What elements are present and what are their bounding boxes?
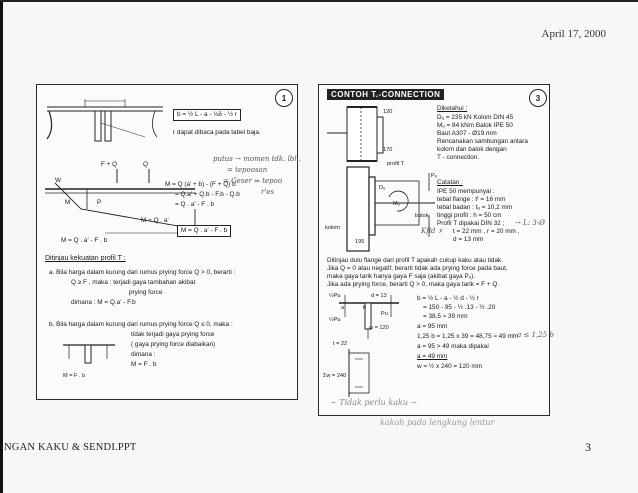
- body-line-3: maka gaya tarik hanya gaya F saja (akibat gaya Pᵤ).: [327, 273, 476, 280]
- equation-result-box: M = Q . a' - F . b: [177, 225, 231, 237]
- label-mu: Mᵤ: [393, 201, 400, 207]
- handwritten-calc-1: → a ≤ 1,25 b: [509, 331, 554, 339]
- equation-line-3: = Q . a' - F . b: [175, 201, 215, 208]
- calc-label-pu: Pu: [381, 311, 388, 317]
- diketahui-line-4: Rencanakan sambungan antara: [437, 138, 528, 145]
- calc-label-b: b: [363, 305, 367, 311]
- calc-label-half-pu-1: ½Pu: [329, 293, 341, 299]
- page-date: April 17, 2000: [541, 28, 606, 40]
- label-pu: Pᵤ: [431, 173, 437, 179]
- label-p: P: [97, 199, 102, 206]
- page-number: 3: [585, 440, 591, 454]
- body-line-1: Ditinjau dulu flange dari profil T apakah cukup kaku atau tidak.: [327, 257, 503, 264]
- diketahui-line-3: Baut A307 - Ø19 mm: [437, 130, 497, 137]
- bottom-handwriting-1: ~ Tidak perlu kaku ~: [330, 398, 418, 407]
- item-b-line-1: b. Bila harga dalam kurung dari rumus prying force Q ≤ 0, maka :: [49, 321, 233, 328]
- label-m: M: [65, 199, 71, 206]
- item-a-line-4: dimana : M = Q.a' - F.b: [71, 299, 136, 306]
- label-w: W: [55, 177, 62, 184]
- catatan-line-4: tinggi profil : h = 50 cm: [437, 212, 502, 219]
- label-q: Q: [143, 161, 148, 168]
- calc-line-1: b = ½ L - a - ½ d - ½ r: [417, 295, 479, 302]
- catatan-title: Catatan :: [437, 179, 463, 186]
- diketahui-line-2: Mᵤ = 84 kNm Balok IPE 50: [437, 122, 513, 129]
- catatan-line-6: t = 22 mm , r = 20 mm ,: [453, 228, 520, 235]
- handwritten-note-2: = tepoosan: [227, 166, 268, 174]
- footer-file-name: NGAN KAKU & SENDI.PPT: [4, 442, 137, 453]
- catatan-line-3: tebal badan : tᵤ = 10,2 mm: [437, 204, 513, 211]
- calc-label-d13: d = 13: [371, 293, 387, 299]
- label-m-q-a: M = Q . a': [141, 217, 169, 224]
- diketahui-title: Diketahui :: [437, 105, 468, 112]
- calc-line-5: 1,25 b = 1,25 x 39 = 48,75 ≈ 49 mm: [417, 333, 519, 340]
- connection-elevation-diagram: [327, 103, 427, 173]
- slide-badge-right: 3: [529, 89, 547, 107]
- calc-label-t22: t = 22: [333, 341, 348, 347]
- calc-label-sum-w: Σw = 240: [323, 373, 347, 379]
- diketahui-line-5: kolom dan balok dengan: [437, 146, 507, 153]
- calc-line-4: a = 95 mm: [417, 323, 448, 330]
- item-b-line-3: ( gaya prying force diabaikan): [131, 341, 216, 348]
- radius-note-text: r dapat dibaca pada tabel baja.: [173, 129, 261, 136]
- radius-note: [173, 129, 263, 137]
- body-line-2: Jika Q = 0 atau negatif, berarti tidak ada prying force pada baut,: [327, 265, 508, 272]
- calc-label-half-pu-2: ½Pu: [329, 317, 341, 323]
- left-slide-panel: [36, 84, 302, 400]
- dim-120: 120: [383, 109, 393, 115]
- t-stub-beam-diagram: [45, 93, 165, 153]
- item-a-line-1: a. Bila harga dalam kurung dari rumus prying force Q > 0, berarti :: [49, 269, 236, 276]
- catatan-line-7: d = 13 mm: [453, 236, 484, 243]
- catatan-line-2: tebal flange : tᶠ = 16 mm: [437, 196, 506, 203]
- page-top-edge: [0, 0, 638, 2]
- item-b-line-4: dimana :: [131, 351, 156, 358]
- handwritten-note-1: putus → momen tdk. lbh.: [213, 155, 302, 163]
- item-b-line-5: M = F . b: [131, 361, 157, 368]
- diketahui-line-6: T - connection.: [437, 154, 480, 161]
- calc-line-6: a = 95 > 49 maka dipakai: [417, 343, 489, 350]
- label-m-q-a-f-b: M = Q . a' - F . b: [61, 237, 108, 244]
- label-profil-t: profil T: [387, 161, 404, 167]
- handwritten-note-3: = Geser ⇒ tepoo: [223, 177, 283, 185]
- slide-badge-left: 1: [275, 89, 293, 107]
- equation-line-1: M = Q (a' + b) - (F + Q) b: [165, 181, 236, 188]
- formula-box-b: b = ½ L - a - ⅛δ - ½ r: [173, 109, 241, 121]
- calc-line-8: w = ½ x 240 = 120 mm: [417, 363, 483, 370]
- handwritten-catatan-2: Kfld 𝒱: [421, 227, 444, 235]
- right-slide-panel: [318, 84, 554, 416]
- body-line-4: Jika ada prying force, berarti Q > 0, maka gaya tarik = F + Q.: [327, 281, 500, 288]
- label-du: Dᵤ: [379, 185, 386, 191]
- diketahui-line-1: Dᵤ = 235 kN Kolom DIN 45: [437, 114, 514, 121]
- catatan-line-1: IPE 50 mempunyai :: [437, 188, 495, 195]
- small-label-mfb: M = F . b: [63, 373, 86, 379]
- label-balok: balok: [415, 213, 429, 219]
- catatan-line-5: Profil T dipakai DIN 32 ;: [437, 220, 505, 227]
- calc-line-2: = 150 - 95 - ½ .13 - ½ .20: [423, 304, 496, 311]
- dim-170: 170: [383, 147, 393, 153]
- label-kolom: kolom: [325, 225, 340, 231]
- calc-line-3: = 38,5 ≈ 39 mm: [423, 313, 468, 320]
- item-a-line-3: prying force: [129, 289, 163, 296]
- bottom-handwriting-2: kakoh pada lengkung lentur: [380, 418, 495, 427]
- handwritten-note-4: r'es: [261, 188, 275, 196]
- calc-line-7: a = 49 mm: [417, 353, 448, 360]
- dim-195: 195: [355, 239, 365, 245]
- page-left-edge: [0, 0, 3, 493]
- handwritten-catatan-1: → L: 3-Ø: [515, 219, 545, 227]
- t-connection-section-diagram: [327, 167, 437, 251]
- equation-line-2: = Q.a' + Q.b - F.b - Q.b: [175, 191, 240, 198]
- calc-label-a: a: [341, 305, 345, 311]
- item-b-line-2: tidak terjadi gaya prying force: [131, 331, 215, 338]
- label-f-plus-q: F + Q: [101, 161, 118, 168]
- slide-title: CONTOH T.-CONNECTION: [327, 89, 444, 100]
- section-subtitle: Ditinjau kekuatan profil T :: [45, 255, 126, 262]
- calc-label-w120: w = 120: [369, 325, 389, 331]
- item-a-line-2: Q ≥ F , maka : terjadi gaya tambahan akibat: [71, 279, 196, 286]
